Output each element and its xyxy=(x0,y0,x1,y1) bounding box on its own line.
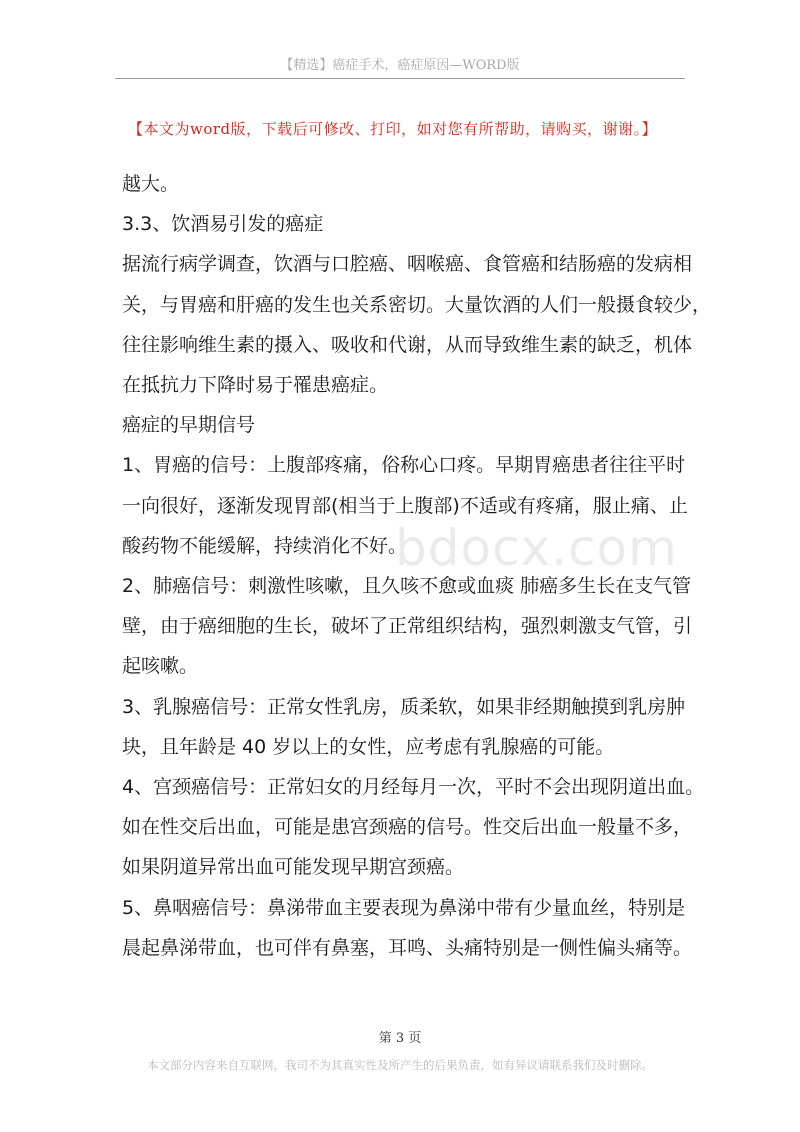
watermark: bdocx.com xyxy=(395,519,678,577)
body-line: 往往影响维生素的摄入、吸收和代谢，从而导致维生素的缺乏，机体 xyxy=(122,333,693,356)
body-line: 3、乳腺癌信号：正常女性乳房，质柔软，如果非经期触摸到乳房肿 xyxy=(122,695,686,718)
body-line: 壁，由于癌细胞的生长，破坏了正常组织结构，强烈刺激支气管，引 xyxy=(122,615,693,638)
page-number: 第 3 页 xyxy=(378,1031,422,1046)
purchase-notice: 【本文为word版，下载后可修改、打印，如对您有所帮助，请购买，谢谢。】 xyxy=(128,120,658,138)
body-line: 4、宫颈癌信号：正常妇女的月经每月一次，平时不会出现阴道出血。 xyxy=(122,776,705,799)
body-line: 块，且年龄是 40 岁以上的女性，应考虑有乳腺癌的可能。 xyxy=(122,735,615,758)
document-body xyxy=(122,164,712,968)
section-heading: 3.3、饮酒易引发的癌症 xyxy=(122,213,324,236)
page-header-title: 【精选】癌症手术，癌症原因—WORD版 xyxy=(280,58,520,73)
body-line: 酸药物不能缓解，持续消化不好。 xyxy=(122,534,408,557)
body-line: 在抵抗力下降时易于罹患癌症。 xyxy=(122,374,389,397)
body-line: 如果阴道异常出血可能发现早期宫颈癌。 xyxy=(122,856,465,879)
footer-disclaimer: 本文部分内容来自互联网，我司不为其真实性及所产生的后果负责，如有异议请联系我们及时删除。 xyxy=(147,1058,653,1072)
body-line: 2、肺癌信号：刺激性咳嗽，且久咳不愈或血痰 肺癌多生长在支气管 xyxy=(122,575,692,598)
body-line: 一向很好，逐渐发现胃部(相当于上腹部)不适或有疼痛，服止痛、止 xyxy=(122,494,688,517)
body-line: 1、胃癌的信号：上腹部疼痛，俗称心口疼。早期胃癌患者往往平时 xyxy=(122,454,686,477)
section-heading: 癌症的早期信号 xyxy=(122,414,256,437)
body-line: 晨起鼻涕带血，也可伴有鼻塞，耳鸣、头痛特别是一侧性偏头痛等。 xyxy=(122,936,693,959)
body-line: 如在性交后出血，可能是患宫颈癌的信号。性交后出血一般量不多， xyxy=(122,816,693,839)
body-line: 关，与胃癌和肝癌的发生也关系密切。大量饮酒的人们一般摄食较少， xyxy=(122,293,712,316)
body-line: 5、鼻咽癌信号：鼻涕带血主要表现为鼻涕中带有少量血丝，特别是 xyxy=(122,896,686,919)
body-line: 起咳嗽。 xyxy=(122,655,199,678)
header-divider xyxy=(115,78,685,79)
body-line: 据流行病学调查，饮酒与口腔癌、咽喉癌、食管癌和结肠癌的发病相 xyxy=(122,253,693,276)
body-line: 越大。 xyxy=(122,173,180,195)
